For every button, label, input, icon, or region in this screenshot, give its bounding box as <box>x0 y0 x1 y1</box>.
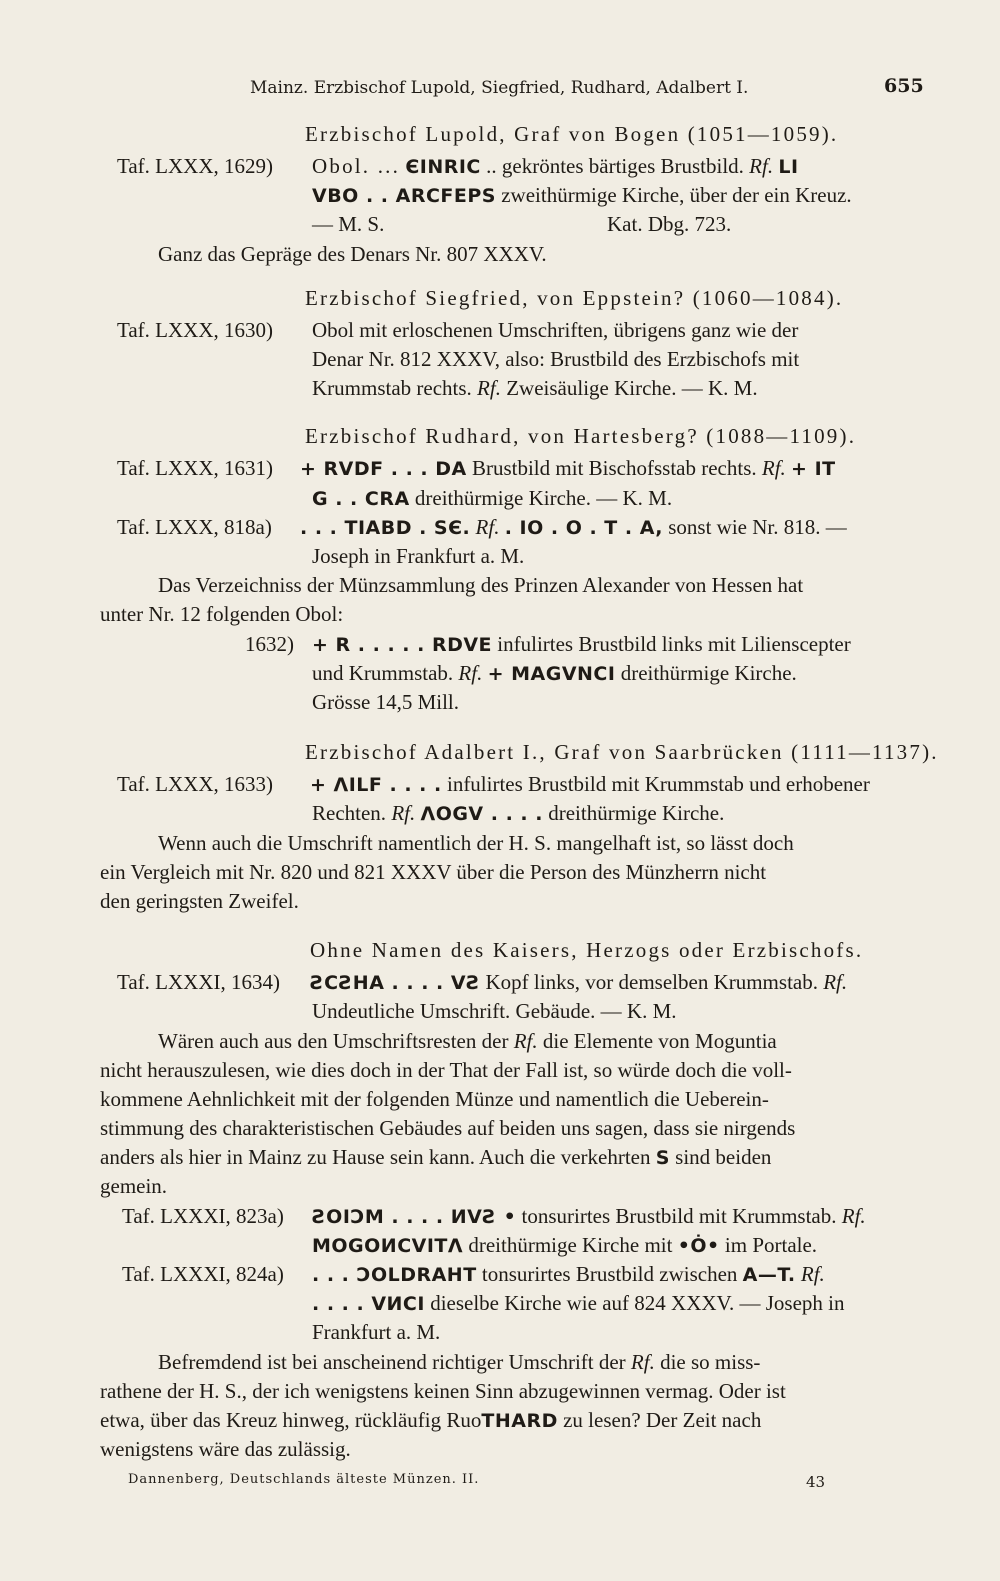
plate-reference: Taf. LXXX, 1631) <box>117 456 273 480</box>
reverse-abbrev: Rf. <box>477 376 501 400</box>
footer-book-title: Dannenberg, Deutschlands älteste Münzen. II. <box>128 1472 480 1487</box>
body-text: Krummstab rechts. <box>312 376 472 400</box>
coin-entry-1629-line2 <box>312 183 852 208</box>
coin-entry-1630: Obol mit erloschenen Umschriften, übrigens ganz wie der <box>312 318 799 342</box>
plate-reference: Taf. LXXXI, 824a) <box>122 1262 284 1286</box>
reverse-description: dreithürmige Kirche mit <box>468 1233 673 1257</box>
coin-inscription: . . . . VИCI <box>312 1293 425 1315</box>
body-text: Rechten. <box>312 801 387 825</box>
body-text: nicht herauszulesen, wie dies doch in der That der Fall ist, so würde doch die voll- <box>100 1058 792 1082</box>
plate-reference: Taf. LXXX, 1633) <box>117 772 273 796</box>
section-heading-ohne-namen: Ohne Namen des Kaisers, Herzogs oder Erzbischofs. <box>310 938 864 962</box>
body-text-part: sind beiden <box>675 1145 772 1169</box>
reverse-abbrev: Rf. <box>458 661 483 685</box>
body-text-part: zu lesen? Der Zeit nach <box>563 1408 762 1432</box>
section-heading-siegfried: Erzbischof Siegfried, von Eppstein? (1060—1084). <box>305 286 844 310</box>
catalog-reference: Kat. Dbg. 723. <box>607 212 732 236</box>
body-text-part: die Elemente von Moguntia <box>542 1029 777 1053</box>
coin-inscription: + IT <box>791 458 836 480</box>
body-text: Wenn auch die Umschrift namentlich der H. S. mangelhaft ist, so lässt doch <box>158 831 794 855</box>
coin-symbol: •Ȯ• <box>677 1235 720 1257</box>
collection-note: — M. S. <box>312 212 385 236</box>
coin-entry-1634 <box>310 970 847 995</box>
coin-entry-1631 <box>300 456 836 481</box>
section-heading-adalbert: Erzbischof Adalbert I., Graf von Saarbrücken (1111—1137). <box>305 740 939 764</box>
coin-inscription: . IO . O . T . A, <box>504 517 663 539</box>
coin-entry-1631-line2 <box>312 486 672 511</box>
reverse-abbrev: Rf. <box>823 970 848 994</box>
coin-entry-824a-line2 <box>312 1291 844 1316</box>
coin-inscription: ƧCƧHA . . . . VƧ <box>310 972 481 994</box>
reverse-description: dreithürmige Kirche. — K. M. <box>414 486 673 510</box>
coin-entry-1633-line2 <box>312 801 724 826</box>
coin-entry-1633 <box>310 772 870 797</box>
coin-inscription: MOGOИCVITΛ <box>312 1235 464 1257</box>
body-text: ein Vergleich mit Nr. 820 und 821 XXXV über die Person des Münzherrn nicht <box>100 860 767 884</box>
obverse-description: .. gekröntes bärtiges Brustbild. <box>486 154 744 178</box>
reverse-abbrev: Rf. <box>841 1204 866 1228</box>
coin-inscription: + RVDF . . . DA <box>300 458 467 480</box>
reverse-description: zweithürmige Kirche, über der ein Kreuz. <box>501 183 852 207</box>
coin-entry-1630-line2: Denar Nr. 812 XXXV, also: Brustbild des Erzbischofs mit <box>312 347 800 371</box>
section-heading-lupold: Erzbischof Lupold, Graf von Bogen (1051—1059). <box>305 122 839 146</box>
body-text: gemein. <box>100 1174 168 1198</box>
reverse-abbrev: Rf. <box>475 515 500 539</box>
collection-note: Frankfurt a. M. <box>312 1320 441 1344</box>
coin-inscription: A—T. <box>742 1264 796 1286</box>
coin-entry-823a-line2 <box>312 1233 817 1258</box>
reverse-abbrev: Rf. <box>749 154 774 178</box>
reverse-description: dreithürmige Kirche. <box>620 661 797 685</box>
section-heading-rudhard: Erzbischof Rudhard, von Hartesberg? (1088—1109). <box>305 424 857 448</box>
footer-signature: 43 <box>806 1473 826 1491</box>
coin-letter: S <box>655 1147 670 1169</box>
coin-inscription: LI <box>778 156 799 178</box>
obverse-description: infulirtes Brustbild mit Krummstab und erhobener <box>446 772 870 796</box>
collection-note: Joseph in Frankfurt a. M. <box>312 544 525 568</box>
reverse-abbrev: Rf. <box>513 1029 538 1053</box>
body-text-part: Befremdend ist bei anscheinend richtiger Umschrift der <box>158 1350 626 1374</box>
coin-inscription: + ΛILF . . . . <box>310 774 442 796</box>
body-text <box>158 1350 760 1374</box>
obverse-description: tonsurirtes Brustbild zwischen <box>481 1262 738 1286</box>
reverse-description: im Portale. <box>724 1233 818 1257</box>
body-text: kommene Aehnlichkeit mit der folgenden Münze und namentlich die Ueberein- <box>100 1087 769 1111</box>
coin-inscription: ƧOIƆM . . . . ИVƧ • <box>312 1206 517 1228</box>
body-text: und Krummstab. <box>312 661 454 685</box>
coin-inscription: G . . CRA <box>312 488 410 510</box>
coin-entry-1632 <box>312 632 851 657</box>
reverse-description: dieselbe Kirche wie auf 824 XXXV. — Joseph in <box>430 1291 845 1315</box>
body-text: Das Verzeichniss der Münzsammlung des Prinzen Alexander von Hessen hat <box>158 573 804 597</box>
body-text: Ganz das Gepräge des Denars Nr. 807 XXXV. <box>158 242 547 266</box>
body-text: rathene der H. S., der ich wenigstens keinen Sinn abzugewinnen vermag. Oder ist <box>100 1379 786 1403</box>
coin-inscription: + MAGVNCI <box>487 663 616 685</box>
size-note: Grösse 14,5 Mill. <box>312 690 459 714</box>
coin-entry-824a <box>312 1262 825 1287</box>
obverse-description: Brustbild mit Bischofsstab rechts. <box>471 456 757 480</box>
body-text <box>158 1029 777 1053</box>
plate-reference: Taf. LXXX, 1630) <box>117 318 273 342</box>
body-text-part: die so miss- <box>660 1350 761 1374</box>
reverse-abbrev: Rf. <box>630 1350 655 1374</box>
plate-reference: Taf. LXXX, 818a) <box>117 515 272 539</box>
plate-reference: Taf. LXXX, 1629) <box>117 154 273 178</box>
running-title: Mainz. Erzbischof Lupold, Siegfried, Rudhard, Adalbert I. <box>250 78 749 98</box>
plate-reference: 1632) <box>245 632 294 656</box>
coin-entry-1632-line2 <box>312 661 797 686</box>
body-text-part: anders als hier in Mainz zu Hause sein kann. Auch die verkehrten <box>100 1145 651 1169</box>
obverse-description: Kopf links, vor demselben Krummstab. <box>485 970 818 994</box>
coin-entry-1629 <box>312 154 799 179</box>
body-text: sonst wie Nr. 818. — <box>668 515 847 539</box>
coin-inscription: THARD <box>481 1410 558 1432</box>
coin-inscription: VBO . . ARCFEPS <box>312 185 496 207</box>
reverse-abbrev: Rf. <box>761 456 786 480</box>
plate-reference: Taf. LXXXI, 1634) <box>117 970 280 994</box>
coin-entry-823a <box>312 1204 866 1229</box>
reverse-description: dreithürmige Kirche. <box>548 801 725 825</box>
body-text <box>100 1145 771 1170</box>
body-text-part: etwa, über das Kreuz hinweg, rückläufig Ruo <box>100 1408 482 1432</box>
body-text: stimmung des charakteristischen Gebäudes auf beiden uns sagen, dass sie nirgends <box>100 1116 796 1140</box>
plate-reference: Taf. LXXXI, 823a) <box>122 1204 284 1228</box>
coin-inscription: ЄINRIC <box>405 156 481 178</box>
body-text-part: Wären auch aus den Umschriftsresten der <box>158 1029 509 1053</box>
body-text: Zweisäulige Kirche. — K. M. <box>506 376 758 400</box>
body-text: unter Nr. 12 folgenden Obol: <box>100 602 344 626</box>
coin-inscription: + R . . . . . RDVE <box>312 634 493 656</box>
coin-inscription: . . . TIABD . SЄ. <box>300 517 471 539</box>
obverse-description: tonsurirtes Brustbild mit Krummstab. <box>521 1204 837 1228</box>
coin-inscription: ΛOGV . . . . <box>420 803 543 825</box>
reverse-abbrev: Rf. <box>391 801 416 825</box>
obverse-description: infulirtes Brustbild links mit Lilienscepter <box>497 632 851 656</box>
coin-entry-1630-line3 <box>312 376 758 400</box>
body-text <box>100 1408 761 1433</box>
coin-entry-818a <box>300 515 847 540</box>
coin-inscription: . . . ƆOLDRAHT <box>312 1264 477 1286</box>
coin-type: Obol. ... <box>312 154 401 178</box>
page-number: 655 <box>884 75 924 97</box>
reverse-description: Undeutliche Umschrift. Gebäude. — K. M. <box>312 999 677 1023</box>
body-text: den geringsten Zweifel. <box>100 889 299 913</box>
body-text: wenigstens wäre das zulässig. <box>100 1437 351 1461</box>
reverse-abbrev: Rf. <box>800 1262 825 1286</box>
